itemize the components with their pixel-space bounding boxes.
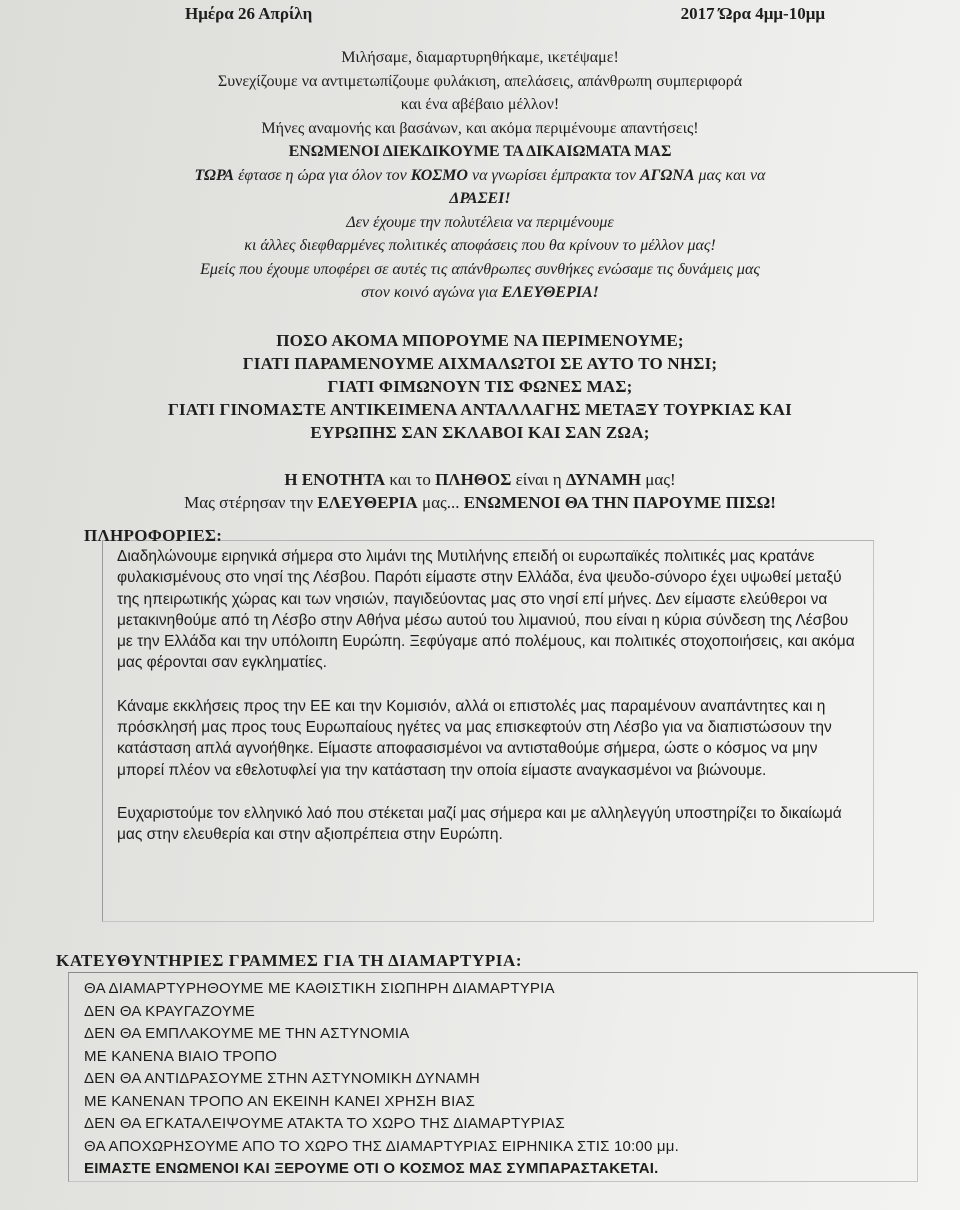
- emphasis-word: Η ΕΝΟΤΗΤΑ: [284, 469, 386, 489]
- date-label: Ημέρα 26 Απρίλη: [185, 4, 313, 23]
- emphasis-word: ΔΥΝΑΜΗ: [565, 469, 641, 489]
- appeal-line: και ένα αβέβαιο μέλλον!: [400, 96, 560, 113]
- info-heading: ΠΛΗΡΟΦΟΡΙΕΣ:: [84, 526, 223, 545]
- unity-text: μας...: [417, 493, 464, 512]
- appeal-line: κι άλλες διεφθαρμένες πολιτικές αποφάσεις που θα κρίνουν το μέλλον μας!: [244, 237, 716, 254]
- questions-block: [80, 329, 880, 444]
- appeal-line: ΔΡΑΣΕΙ!: [449, 190, 511, 207]
- unity-text: μας!: [640, 469, 676, 489]
- appeal-slogan: ΕΝΩΜΕΝΟΙ ΔΙΕΚΔΙΚΟΥΜΕ ΤΑ ΔΙΚΑΙΩΜΑΤΑ ΜΑΣ: [288, 143, 672, 160]
- info-paragraph: Διαδηλώνουμε ειρηνικά σήμερα στο λιμάνι της Μυτιλήνης επειδή οι ευρωπαϊκές πολιτικές μας κρατάνε φυλακισμένους στο νησί της Λέσβου. Παρότι είμαστε στην Ελλάδα, ένα ψευδο-σύνορο έχει υψωθεί μεταξύ της ηπειρωτικής χώρας και των νησιών, παγιδεύοντας μας στο νησί επί μήνες. Δεν είμαστε ελεύθεροι να μετακινηθούμε από τη Λέσβο στην Αθήνα μέσω αυτού του λιμανιού, που είναι η κύρια σύνδεση της Λέσβου με την Ελλάδα και την υπόλοιπη Ευρώπη. Ξεφύγαμε από πολέμους, και πολιτικές στοχοποιήσεις, και ακόμα μας φέρονται σαν εγκληματίες.: [117, 548, 855, 672]
- unity-text: και το: [385, 469, 436, 489]
- unity-line: [80, 491, 880, 515]
- appeal-line: [80, 281, 880, 305]
- question-line: ΠΟΣΟ ΑΚΟΜΑ ΜΠΟΡΟΥΜΕ ΝΑ ΠΕΡΙΜΕΝΟΥΜΕ;: [276, 330, 684, 350]
- question-line: ΕΥΡΩΠΗΣ ΣΑΝ ΣΚΛΑΒΟΙ ΚΑΙ ΣΑΝ ΖΩΑ;: [310, 422, 650, 442]
- info-body: [117, 546, 862, 868]
- appeal-line: Μιλήσαμε, διαμαρτυρηθήκαμε, ικετέψαμε!: [341, 49, 619, 66]
- appeal-text: να γνωρίσει έμπρακτα τον: [467, 166, 640, 184]
- flyer-header: [185, 4, 825, 24]
- guideline-item: ΜΕ ΚΑΝΕΝΑΝ ΤΡΟΠΟ ΑΝ ΕΚΕΙΝΗ ΚΑΝΕΙ ΧΡΗΣΗ ΒΙΑΣ: [84, 1092, 476, 1110]
- unity-text: είναι η: [511, 469, 566, 489]
- guideline-item: ΜΕ ΚΑΝΕΝΑ ΒΙΑΙΟ ΤΡΟΠΟ: [84, 1047, 278, 1065]
- appeal-text: στον κοινό αγώνα για: [361, 284, 502, 301]
- appeal-line: Συνεχίζουμε να αντιμετωπίζουμε φυλάκιση, απελάσεις, απάνθρωπη συμπεριφορά: [217, 72, 743, 90]
- emphasis-word: ΕΝΩΜΕΝΟΙ ΘΑ ΤΗΝ ΠΑΡΟΥΜΕ ΠΙΣΩ!: [463, 493, 776, 512]
- emphasis-word: ΤΩΡΑ: [194, 166, 235, 184]
- guideline-item: ΘΑ ΔΙΑΜΑΡΤΥΡΗΘΟΥΜΕ ΜΕ ΚΑΘΙΣΤΙΚΗ ΣΙΩΠΗΡΗ ΔΙΑΜΑΡΤΥΡΙΑ: [84, 980, 555, 997]
- appeal-section: [80, 46, 880, 515]
- question-line: ΓΙΑΤΙ ΠΑΡΑΜΕΝΟΥΜΕ ΑΙΧΜΑΛΩΤΟΙ ΣΕ ΑΥΤΟ ΤΟ ΝΗΣΙ;: [242, 353, 718, 373]
- appeal-line: [80, 164, 880, 188]
- guideline-item: ΔΕΝ ΘΑ ΕΜΠΛΑΚΟΥΜΕ ΜΕ ΤΗΝ ΑΣΤΥΝΟΜΙΑ: [84, 1025, 410, 1042]
- emphasis-word: ΑΓΩΝΑ: [640, 166, 695, 184]
- emphasis-word: ΚΟΣΜΟ: [410, 166, 468, 184]
- question-line: ΓΙΑΤΙ ΓΙΝΟΜΑΣΤΕ ΑΝΤΙΚΕΙΜΕΝΑ ΑΝΤΑΛΛΑΓΗΣ ΜΕΤΑΞΥ ΤΟΥΡΚΙΑΣ ΚΑΙ: [168, 399, 792, 419]
- appeal-line: Δεν έχουμε την πολυτέλεια να περιμένουμε: [346, 213, 614, 231]
- guideline-item: ΔΕΝ ΘΑ ΕΓΚΑΤΑΛΕΙΨΟΥΜΕ ΑΤΑΚΤΑ ΤΟ ΧΩΡΟ ΤΗΣ ΔΙΑΜΑΡΤΥΡΙΑΣ: [84, 1115, 565, 1132]
- appeal-text: μας και να: [694, 166, 766, 184]
- guidelines-heading: ΚΑΤΕΥΘΥΝΤΗΡΙΕΣ ΓΡΑΜΜΕΣ ΓΙΑ ΤΗ ΔΙΑΜΑΡΤΥΡΙΑ:: [56, 951, 523, 970]
- emphasis-word: ΠΛΗΘΟΣ: [435, 469, 512, 489]
- question-line: ΓΙΑΤΙ ΦΙΜΩΝΟΥΝ ΤΙΣ ΦΩΝΕΣ ΜΑΣ;: [327, 376, 633, 396]
- appeal-line: Μήνες αναμονής και βασάνων, και ακόμα περιμένουμε απαντήσεις!: [261, 119, 699, 137]
- appeal-line: Εμείς που έχουμε υποφέρει σε αυτές τις απάνθρωπες συνθήκες ενώσαμε τις δυνάμεις μας: [200, 260, 760, 278]
- unity-line: [80, 468, 880, 492]
- guidelines-list: [84, 978, 904, 1181]
- unity-text: Μας στέρησαν την: [184, 493, 318, 512]
- guideline-item: ΘΑ ΑΠΟΧΩΡΗΣΟΥΜΕ ΑΠΟ ΤΟ ΧΩΡΟ ΤΗΣ ΔΙΑΜΑΡΤΥΡΙΑΣ ΕΙΡΗΝΙΚΑ ΣΤΙΣ 10:00 μμ.: [84, 1137, 679, 1155]
- appeal-text: έφτασε η ώρα για όλον τον: [234, 166, 411, 184]
- emphasis-word: ΕΛΕΥΘΕΡΙΑ!: [501, 284, 599, 301]
- info-paragraph: Ευχαριστούμε τον ελληνικό λαό που στέκεται μαζί μας σήμερα και με αλληλεγγύη υποστηρίζει το δικαίωμά μας στην ελευθερία και στην αξιοπρέπεια στην Ευρώπη.: [117, 804, 842, 844]
- time-label: 2017 Ώρα 4μμ-10μμ: [680, 4, 825, 23]
- guideline-item: ΔΕΝ ΘΑ ΚΡΑΥΓΑΖΟΥΜΕ: [84, 1002, 255, 1020]
- guideline-item: ΔΕΝ ΘΑ ΑΝΤΙΔΡΑΣΟΥΜΕ ΣΤΗΝ ΑΣΤΥΝΟΜΙΚΗ ΔΥΝΑΜΗ: [84, 1070, 480, 1087]
- emphasis-word: ΕΛΕΥΘΕΡΙΑ: [317, 493, 418, 512]
- guideline-item: ΕΙΜΑΣΤΕ ΕΝΩΜΕΝΟΙ ΚΑΙ ΞΕΡΟΥΜΕ ΟΤΙ Ο ΚΟΣΜΟΣ ΜΑΣ ΣΥΜΠΑΡΑΣΤΑΚΕΤΑΙ.: [84, 1160, 659, 1177]
- info-paragraph: Κάναμε εκκλήσεις προς την ΕΕ και την Κομισιόν, αλλά οι επιστολές μας παραμένουν αναπάντητες και η πρόσκλησή μας προς τους Ευρωπαίους ηγέτες να μας επισκεφτούν στη Λέσβο για να διαπιστώσουν την κατάσταση απλά αγνοήθηκε. Είμαστε αποφασισμένοι να αντισταθούμε σήμερα, ώστε ο κόσμος να μην μπορεί πλέον να εθελοτυφλεί για την κατάσταση την οποία είμαστε αναγκασμένοι να βιώνουμε.: [117, 697, 832, 779]
